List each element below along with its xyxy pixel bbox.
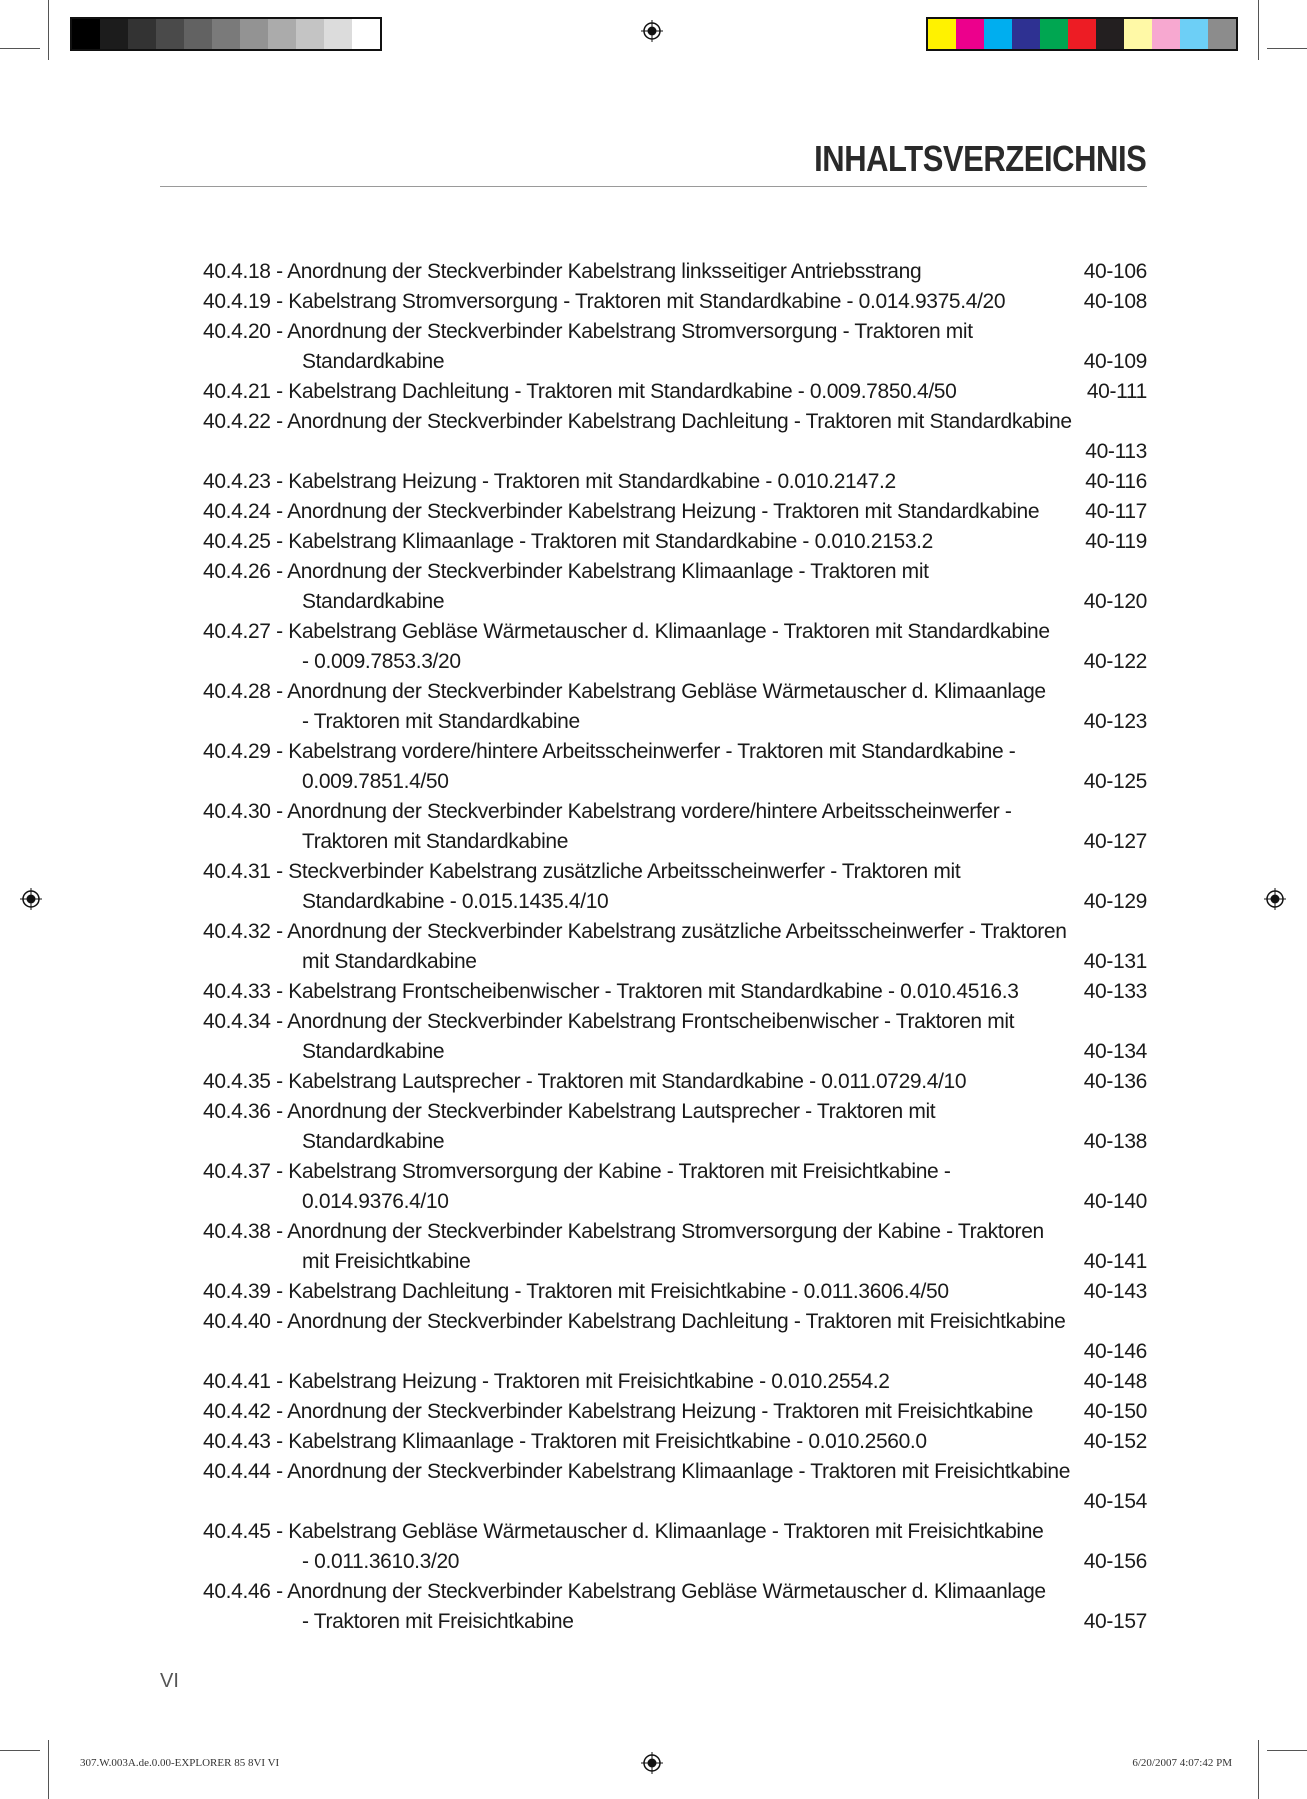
toc-entry [203,467,1147,497]
grayscale-calibration-bar [70,17,382,51]
toc-entry [203,407,1147,437]
color-swatch [1012,19,1040,49]
toc-entry [203,677,1147,707]
color-swatch [984,19,1012,49]
toc-entry-page: 40-134 [1083,1040,1147,1063]
toc-entry-title: 40.4.26 - Anordnung der Steckverbinder Kabelstrang Klimaanlage - Traktoren mit [203,560,929,583]
toc-entry [203,287,1147,317]
toc-entry-title: 40.4.27 - Kabelstrang Gebläse Wärmetauscher d. Klimaanlage - Traktoren mit Standardkabine [203,620,1050,643]
toc-entry-page: 40-143 [1083,1280,1147,1303]
crop-mark [0,1750,40,1751]
toc-entry-page: 40-111 [1086,380,1147,403]
toc-entry-title: 40.4.36 - Anordnung der Steckverbinder Kabelstrang Lautsprecher - Traktoren mit [203,1100,936,1123]
toc-entry-page: 40-119 [1085,530,1147,553]
toc-entry-title: 40.4.40 - Anordnung der Steckverbinder Kabelstrang Dachleitung - Traktoren mit Freisichtkabine [203,1310,1066,1333]
title-divider [160,186,1147,187]
toc-entry-continuation [203,1487,1147,1517]
toc-entry-continuation [203,707,1147,737]
toc-entry-title: 40.4.44 - Anordnung der Steckverbinder Kabelstrang Klimaanlage - Traktoren mit Freisichtkabine [203,1460,1071,1483]
toc-entry-title-cont: - 0.009.7853.3/20 [302,650,461,673]
gray-swatch [296,19,324,49]
color-swatch [928,19,956,49]
toc-entry-page: 40-122 [1083,650,1147,673]
toc-entry-continuation [203,1607,1147,1637]
toc-entry-continuation [203,1547,1147,1577]
toc-entry-page: 40-109 [1083,350,1147,373]
toc-entry [203,857,1147,887]
color-swatch [1152,19,1180,49]
toc-entry-title-cont: Standardkabine [302,590,445,613]
toc-entry-page: 40-133 [1083,980,1147,1003]
toc-entry-title: 40.4.38 - Anordnung der Steckverbinder Kabelstrang Stromversorgung der Kabine - Traktoren [203,1220,1044,1243]
gray-swatch [72,19,100,49]
toc-entry [203,917,1147,947]
color-swatch [956,19,984,49]
toc-entry-continuation [203,767,1147,797]
toc-entry-page: 40-146 [1083,1340,1147,1363]
toc-entry-page: 40-131 [1083,950,1147,973]
toc-entry-continuation [203,1337,1147,1367]
toc-entry-title-cont: Standardkabine - 0.015.1435.4/10 [302,890,609,913]
toc-entry [203,1157,1147,1187]
toc-entry-page: 40-154 [1083,1490,1147,1513]
toc-entry-title: 40.4.24 - Anordnung der Steckverbinder Kabelstrang Heizung - Traktoren mit Standardkabine [203,500,1040,523]
toc-entry-page: 40-120 [1083,590,1147,613]
toc-entry-continuation [203,827,1147,857]
toc-entry-title: 40.4.30 - Anordnung der Steckverbinder Kabelstrang vordere/hintere Arbeitsscheinwerfer - [203,800,1012,823]
toc-entry [203,1457,1147,1487]
toc-entry-page: 40-140 [1083,1190,1147,1213]
toc-entry-title-cont: Standardkabine [302,350,445,373]
toc-entry-title-cont: - Traktoren mit Freisichtkabine [302,1610,574,1633]
toc-entry-title: 40.4.28 - Anordnung der Steckverbinder Kabelstrang Gebläse Wärmetauscher d. Klimaanlage [203,680,1046,703]
registration-mark-icon [20,888,42,910]
toc-entry-title: 40.4.41 - Kabelstrang Heizung - Traktoren mit Freisichtkabine - 0.010.2554.2 [203,1370,890,1393]
color-calibration-bar [926,17,1238,51]
toc-entry-title: 40.4.19 - Kabelstrang Stromversorgung - Traktoren mit Standardkabine - 0.014.9375.4/20 [203,290,1006,313]
toc-entry-page: 40-136 [1083,1070,1147,1093]
toc-entry-title-cont: mit Freisichtkabine [302,1250,471,1273]
gray-swatch [352,19,380,49]
toc-entry [203,1397,1147,1427]
print-slug-right: 6/20/2007 4:07:42 PM [1132,1757,1232,1769]
toc-entry-title: 40.4.18 - Anordnung der Steckverbinder Kabelstrang linksseitiger Antriebsstrang [203,260,922,283]
toc-entry [203,1007,1147,1037]
crop-mark [48,0,49,60]
color-swatch [1068,19,1096,49]
toc-entry [203,497,1147,527]
toc-entry-continuation [203,1037,1147,1067]
toc-entry [203,977,1147,1007]
toc-entry-page: 40-117 [1085,500,1147,523]
toc-entry-title: 40.4.33 - Kabelstrang Frontscheibenwischer - Traktoren mit Standardkabine - 0.010.4516.3 [203,980,1019,1003]
toc-entry-continuation [203,347,1147,377]
toc-entry-page: 40-138 [1083,1130,1147,1153]
toc-entry [203,1367,1147,1397]
toc-entry-title-cont: Traktoren mit Standardkabine [302,830,569,853]
toc-entry [203,557,1147,587]
toc-entry-page: 40-108 [1083,290,1147,313]
gray-swatch [212,19,240,49]
toc-entry-title-cont: Standardkabine [302,1130,445,1153]
toc-entry-continuation [203,1127,1147,1157]
page-number: VI [160,1670,179,1692]
gray-swatch [184,19,212,49]
toc-entry-title: 40.4.46 - Anordnung der Steckverbinder Kabelstrang Gebläse Wärmetauscher d. Klimaanlage [203,1580,1046,1603]
toc-entry-title: 40.4.31 - Steckverbinder Kabelstrang zusätzliche Arbeitsscheinwerfer - Traktoren mit [203,860,961,883]
toc-entry-title-cont: Standardkabine [302,1040,445,1063]
toc-entry-title: 40.4.35 - Kabelstrang Lautsprecher - Traktoren mit Standardkabine - 0.011.0729.4/10 [203,1070,967,1093]
toc-entry-continuation [203,647,1147,677]
toc-entry [203,737,1147,767]
registration-mark-icon [641,1752,663,1774]
toc-entry-page: 40-156 [1083,1550,1147,1573]
toc-entry-title-cont: mit Standardkabine [302,950,477,973]
toc-entry-page: 40-116 [1085,470,1147,493]
color-swatch [1096,19,1124,49]
toc-entry-title: 40.4.32 - Anordnung der Steckverbinder Kabelstrang zusätzliche Arbeitsscheinwerfer - Traktoren [203,920,1067,943]
toc-entry-continuation [203,1187,1147,1217]
toc-entry [203,257,1147,287]
toc-entry [203,377,1147,407]
toc-entry-title: 40.4.34 - Anordnung der Steckverbinder Kabelstrang Frontscheibenwischer - Traktoren mit [203,1010,1015,1033]
toc-entry-page: 40-123 [1083,710,1147,733]
toc-entry-continuation [203,1247,1147,1277]
toc-entry-continuation [203,437,1147,467]
toc-entry [203,1097,1147,1127]
gray-swatch [100,19,128,49]
toc-entry-title-cont: - 0.011.3610.3/20 [302,1550,460,1573]
gray-swatch [128,19,156,49]
gray-swatch [324,19,352,49]
toc-entry [203,1307,1147,1337]
toc-entry-continuation [203,947,1147,977]
crop-mark [1258,0,1259,60]
toc-entry [203,1277,1147,1307]
registration-mark-icon [1264,888,1286,910]
crop-mark [1267,48,1307,49]
toc-entry [203,617,1147,647]
toc-entry-title: 40.4.42 - Anordnung der Steckverbinder Kabelstrang Heizung - Traktoren mit Freisichtkabine [203,1400,1033,1423]
toc-entry-page: 40-141 [1083,1250,1147,1273]
toc-entry-title: 40.4.43 - Kabelstrang Klimaanlage - Traktoren mit Freisichtkabine - 0.010.2560.0 [203,1430,927,1453]
crop-mark [0,48,40,49]
toc-entry [203,1577,1147,1607]
toc-entry-page: 40-157 [1083,1610,1147,1633]
toc-entry-continuation [203,587,1147,617]
toc-entry-title-cont: 0.014.9376.4/10 [302,1190,449,1213]
toc-list [203,257,1147,1637]
toc-entry [203,1217,1147,1247]
crop-mark [1267,1750,1307,1751]
toc-entry-title: 40.4.29 - Kabelstrang vordere/hintere Arbeitsscheinwerfer - Traktoren mit Standardkabine - [203,740,1016,763]
crop-mark [48,1740,49,1799]
toc-entry-page: 40-129 [1083,890,1147,913]
toc-entry-page: 40-125 [1083,770,1147,793]
page-title: INHALTSVERZEICHNIS [813,138,1146,179]
color-swatch [1180,19,1208,49]
color-swatch [1040,19,1068,49]
toc-entry-page: 40-152 [1083,1430,1147,1453]
toc-entry [203,1067,1147,1097]
crop-mark [1258,1740,1259,1799]
toc-entry-title: 40.4.21 - Kabelstrang Dachleitung - Traktoren mit Standardkabine - 0.009.7850.4/50 [203,380,957,403]
toc-entry [203,1427,1147,1457]
toc-entry-continuation [203,887,1147,917]
toc-entry-page: 40-150 [1083,1400,1147,1423]
toc-entry-title-cont: - Traktoren mit Standardkabine [302,710,580,733]
toc-entry-page: 40-127 [1083,830,1147,853]
toc-entry-title-cont: 0.009.7851.4/50 [302,770,449,793]
toc-entry [203,317,1147,347]
gray-swatch [240,19,268,49]
color-swatch [1208,19,1236,49]
toc-entry-title: 40.4.22 - Anordnung der Steckverbinder Kabelstrang Dachleitung - Traktoren mit Standardkabine [203,410,1072,433]
toc-entry-title: 40.4.37 - Kabelstrang Stromversorgung der Kabine - Traktoren mit Freisichtkabine - [203,1160,951,1183]
print-slug-left: 307.W.003A.de.0.00-EXPLORER 85 8VI VI [80,1757,280,1769]
gray-swatch [268,19,296,49]
toc-entry [203,527,1147,557]
toc-entry [203,797,1147,827]
color-swatch [1124,19,1152,49]
toc-entry-page: 40-113 [1085,440,1147,463]
toc-entry-title: 40.4.20 - Anordnung der Steckverbinder Kabelstrang Stromversorgung - Traktoren mit [203,320,973,343]
toc-entry-title: 40.4.25 - Kabelstrang Klimaanlage - Traktoren mit Standardkabine - 0.010.2153.2 [203,530,933,553]
toc-entry-page: 40-148 [1083,1370,1147,1393]
toc-entry-title: 40.4.39 - Kabelstrang Dachleitung - Traktoren mit Freisichtkabine - 0.011.3606.4/50 [203,1280,949,1303]
toc-entry [203,1517,1147,1547]
toc-entry-title: 40.4.23 - Kabelstrang Heizung - Traktoren mit Standardkabine - 0.010.2147.2 [203,470,896,493]
toc-entry-page: 40-106 [1083,260,1147,283]
gray-swatch [156,19,184,49]
registration-mark-icon [641,20,663,42]
toc-entry-title: 40.4.45 - Kabelstrang Gebläse Wärmetauscher d. Klimaanlage - Traktoren mit Freisichtkabine [203,1520,1044,1543]
